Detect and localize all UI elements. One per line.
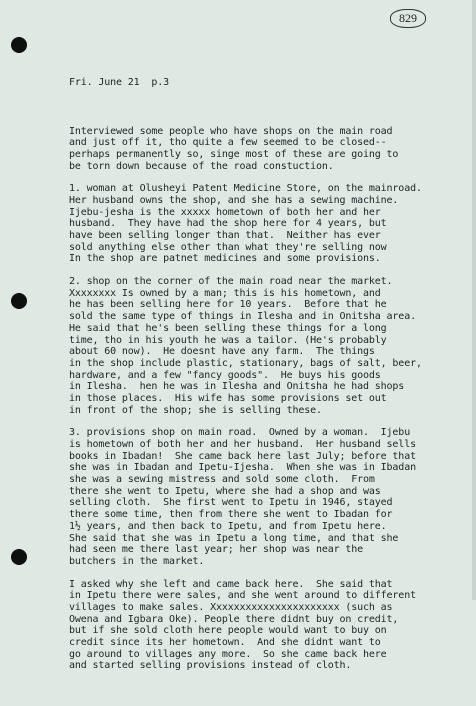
text-line: had seen me there last year; her shop was near the: [69, 544, 364, 556]
text-line: and started selling provisions instead of cloth.: [69, 660, 352, 672]
text-line: Owena and Igbara Oke). People there didnt buy on credit,: [69, 613, 399, 625]
punch-hole-middle: [11, 293, 27, 309]
text-line: sold the same type of things in Ilesha and in Onitsha area.: [69, 311, 416, 323]
paragraph-5: [69, 579, 465, 673]
text-line: time, tho in his youth he was a tailor. (He's probably: [69, 334, 387, 346]
text-line: be torn down because of the road constuction.: [69, 160, 334, 172]
text-line: in front of the shop; she is selling these.: [69, 404, 322, 416]
text-line: go around to villages any more. So she came back here: [69, 648, 387, 660]
paragraph-2: [69, 183, 465, 265]
text-line: Interviewed some people who have shops on the main road: [69, 125, 393, 137]
page-number: 829: [390, 9, 426, 28]
text-line: Her husband owns the shop, and she has a sewing machine.: [69, 194, 399, 206]
text-line: I asked why she left and came back here. She said that: [69, 578, 393, 590]
text-line: 1½ years, and then back to Ipetu, and from Ipetu here.: [69, 520, 387, 532]
punch-hole-bottom: [11, 549, 27, 565]
text-line: butchers in the market.: [69, 555, 205, 567]
text-line: in those places. His wife has some provisions set out: [69, 392, 387, 404]
text-line: villages to make sales. Xxxxxxxxxxxxxxxxxxxxxx (such as: [69, 601, 393, 613]
text-line: is hometown of both her and her husband. Her husband sells: [69, 439, 416, 451]
text-line: and just off it, tho quite a few seemed to be closed--: [69, 137, 387, 149]
text-line: in Ipetu there were sales, and she went around to different: [69, 590, 416, 602]
text-line: She said that she was in Ipetu a long time, and that she: [69, 532, 399, 544]
text-line: In the shop are patnet medicines and some provisions.: [69, 253, 381, 265]
paragraph-3: [69, 276, 465, 416]
typed-notes: [69, 54, 465, 706]
text-line: Ijebu-jesha is the xxxxx hometown of both her and her: [69, 206, 381, 218]
text-line: selling cloth. She first went to Ipetu in 1946, stayed: [69, 497, 393, 509]
punch-hole-top: [11, 37, 27, 53]
text-line: about 60 now). He doesnt have any farm. The things: [69, 346, 375, 358]
text-line: in the shop include plastic, stationary, bags of salt, beer,: [69, 357, 422, 369]
text-line: Xxxxxxxx Is owned by a man; this is his hometown, and: [69, 287, 381, 299]
text-line: He said that he's been selling these things for a long: [69, 322, 387, 334]
text-line: 3. provisions shop on main road. Owned by a woman. Ijebu: [69, 427, 411, 439]
page-heading: Fri. June 21 p.3: [69, 77, 169, 89]
text-line: sold anything else other than what they're selling now: [69, 241, 387, 253]
text-line: husband. They have had the shop here for 4 years, but: [69, 218, 387, 230]
paragraphs: [69, 126, 465, 673]
text-line: have been selling longer than that. Neither has ever: [69, 230, 381, 242]
text-line: credit since its her hometown. And she didnt want to: [69, 637, 381, 649]
paragraph-1: [69, 126, 465, 173]
text-line: 2. shop on the corner of the main road near the market.: [69, 276, 393, 288]
text-line: perhaps permanently so, singe most of these are going to: [69, 148, 399, 160]
text-line: there she went to Ipetu, where she had a shop and was: [69, 485, 381, 497]
text-line: she was in Ibadan and Ipetu-Ijesha. When she was in Ibadan: [69, 462, 416, 474]
text-line: but if she sold cloth here people would want to buy on: [69, 625, 387, 637]
text-line: there some time, then from there she went to Ibadan for: [69, 509, 393, 521]
text-line: 1. woman at Olusheyi Patent Medicine Store, on the mainroad.: [69, 183, 422, 195]
text-line: in Ilesha. hen he was in Ilesha and Onitsha he had shops: [69, 381, 405, 393]
paragraph-4: [69, 427, 465, 567]
text-line: books in Ibadan! She came back here last July; before that: [69, 450, 416, 462]
text-line: she was a sewing mistress and sold some cloth. From: [69, 474, 375, 486]
text-line: hardware, and a few "fancy goods". He buys his goods: [69, 369, 381, 381]
page-right-edge: [472, 0, 476, 600]
text-line: he has been selling here for 10 years. Before that he: [69, 299, 387, 311]
